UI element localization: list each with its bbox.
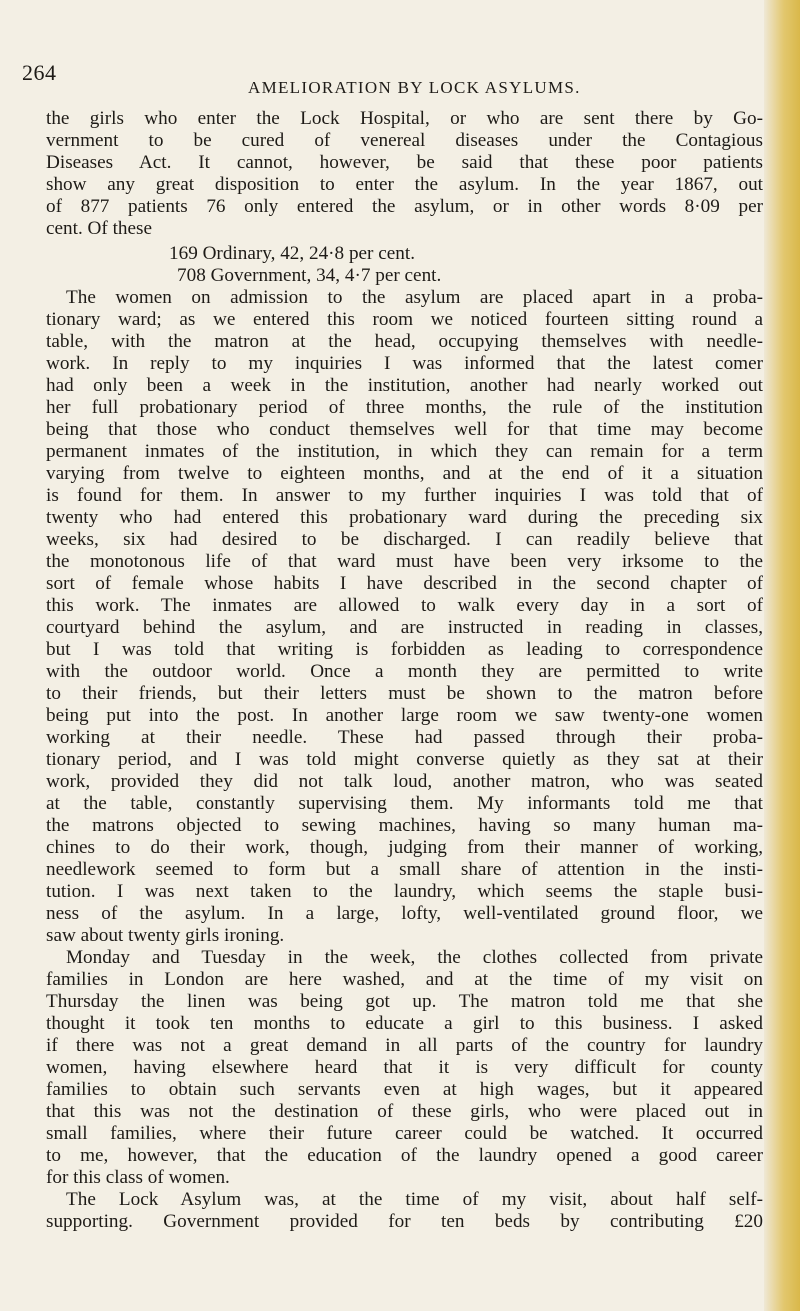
text-line: work, provided they did not talk loud, another matron, who was seated	[46, 771, 763, 792]
text-line: cent. Of these	[46, 218, 153, 239]
body-text	[46, 108, 763, 1233]
paragraph-1	[46, 108, 763, 240]
text-line: sort of female whose habits I have described in the second chapter of	[46, 573, 763, 594]
text-line: tution. I was next taken to the laundry, which seems the staple busi-	[46, 881, 763, 902]
text-line: The women on admission to the asylum are placed apart in a proba-	[66, 287, 763, 308]
text-line: but I was told that writing is forbidden as leading to correspondence	[46, 639, 763, 660]
text-line: the monotonous life of that ward must have been very irksome to the	[46, 551, 763, 572]
text-line: show any great disposition to enter the asylum. In the year 1867, out	[46, 174, 763, 195]
text-line: vernment to be cured of venereal diseases under the Contagious	[46, 130, 763, 151]
text-line: families in London are here washed, and at the time of my visit on	[46, 969, 763, 990]
text-line: that this was not the destination of these girls, who were placed out in	[46, 1101, 763, 1122]
text-line: tionary ward; as we entered this room we noticed fourteen sitting round a	[46, 309, 763, 330]
text-line: with the outdoor world. Once a month they are permitted to write	[46, 661, 763, 682]
text-line: of 877 patients 76 only entered the asylum, or in other words 8·09 per	[46, 196, 763, 217]
text-line: to their friends, but their letters must be shown to the matron before	[46, 683, 763, 704]
text-line: twenty who had entered this probationary ward during the preceding six	[46, 507, 763, 528]
text-line: at the table, constantly supervising them. My informants told me that	[46, 793, 763, 814]
text-line: the girls who enter the Lock Hospital, or who are sent there by Go-	[46, 108, 763, 129]
paragraph-3	[46, 947, 763, 1189]
text-line: being put into the post. In another large room we saw twenty-one women	[46, 705, 763, 726]
text-line: tionary period, and I was told might converse quietly as they sat at their	[46, 749, 763, 770]
text-line: saw about twenty girls ironing.	[46, 925, 285, 946]
text-line: permanent inmates of the institution, in which they can remain for a term	[46, 441, 763, 462]
text-line: supporting. Government provided for ten beds by contributing £20	[46, 1211, 763, 1232]
page-edge	[764, 0, 800, 1311]
text-line: courtyard behind the asylum, and are instructed in reading in classes,	[46, 617, 763, 638]
page-number: 264	[22, 60, 57, 85]
running-head: AMELIORATION BY LOCK ASYLUMS.	[248, 78, 581, 97]
text-line: The Lock Asylum was, at the time of my visit, about half self-	[66, 1189, 763, 1210]
text-line: Monday and Tuesday in the week, the clothes collected from private	[66, 947, 763, 968]
text-line: ness of the asylum. In a large, lofty, well-ventilated ground floor, we	[46, 903, 763, 924]
text-line: chines to do their work, though, judging from their manner of working,	[46, 837, 763, 858]
paragraph-2	[46, 287, 763, 947]
text-line: work. In reply to my inquiries I was informed that the latest comer	[46, 353, 763, 374]
text-line: weeks, six had desired to be discharged. I can readily believe that	[46, 529, 763, 550]
text-line: families to obtain such servants even at high wages, but it appeared	[46, 1079, 763, 1100]
text-line: this work. The inmates are allowed to walk every day in a sort of	[46, 595, 763, 616]
text-line: working at their needle. These had passed through their proba-	[46, 727, 763, 748]
text-line: the matrons objected to sewing machines, having so many human ma-	[46, 815, 763, 836]
statistics-block	[46, 243, 763, 287]
text-line: is found for them. In answer to my further inquiries I was told that of	[46, 485, 763, 506]
text-line: being that those who conduct themselves well for that time may become	[46, 419, 763, 440]
stat-line-government: 708 Government, 34, 4·7 per cent.	[177, 265, 442, 286]
text-line: varying from twelve to eighteen months, and at the end of it a situation	[46, 463, 763, 484]
text-line: table, with the matron at the head, occupying themselves with needle-	[46, 331, 763, 352]
paragraph-4	[46, 1189, 763, 1233]
text-line: to me, however, that the education of the laundry opened a good career	[46, 1145, 763, 1166]
text-line: her full probationary period of three months, the rule of the institution	[46, 397, 763, 418]
text-line: thought it took ten months to educate a girl to this business. I asked	[46, 1013, 763, 1034]
stat-line-ordinary: 169 Ordinary, 42, 24·8 per cent.	[169, 243, 415, 264]
text-line: Thursday the linen was being got up. The matron told me that she	[46, 991, 763, 1012]
text-line: Diseases Act. It cannot, however, be said that these poor patients	[46, 152, 763, 173]
text-line: women, having elsewhere heard that it is very difficult for county	[46, 1057, 763, 1078]
text-line: for this class of women.	[46, 1167, 230, 1188]
text-line: if there was not a great demand in all parts of the country for laundry	[46, 1035, 763, 1056]
text-line: needlework seemed to form but a small share of attention in the insti-	[46, 859, 763, 880]
text-line: had only been a week in the institution, another had nearly worked out	[46, 375, 763, 396]
text-line: small families, where their future career could be watched. It occurred	[46, 1123, 763, 1144]
